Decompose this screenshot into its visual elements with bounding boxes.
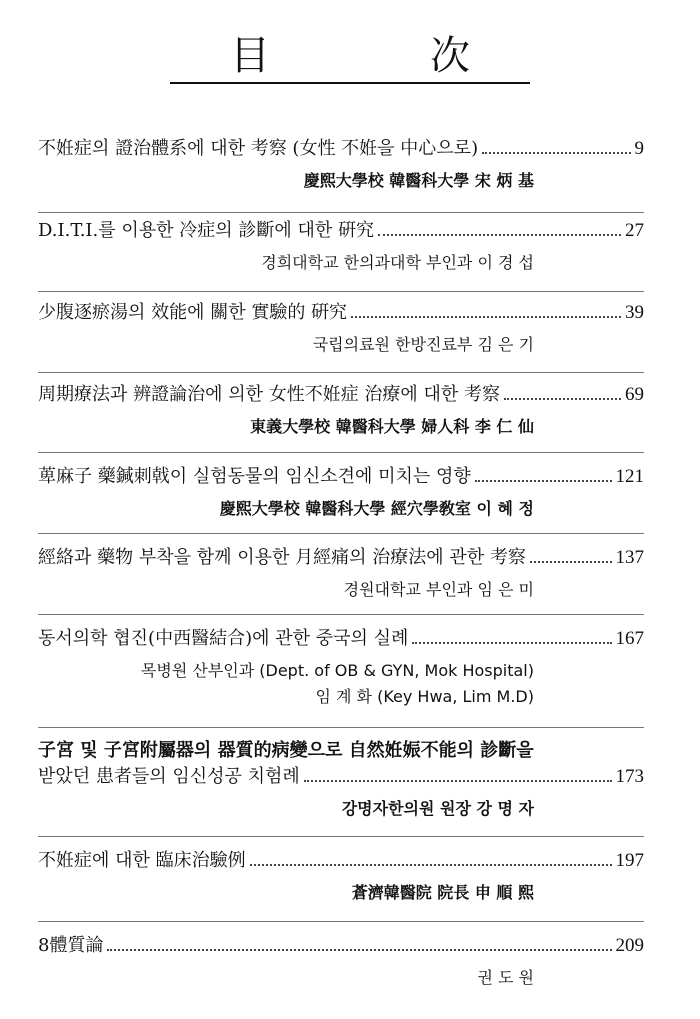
toc-entry[interactable]: [38, 738, 644, 822]
divider: [38, 291, 644, 292]
divider: [38, 727, 644, 728]
toc-entry[interactable]: [38, 545, 644, 603]
entry-author: 국립의료원 한방진료부 김 은 기: [312, 335, 534, 354]
entry-title: 少腹逐瘀湯의 效能에 關한 實驗的 硏究: [38, 302, 348, 323]
entry-title: 不姙症에 대한 臨床治驗例: [38, 850, 246, 871]
page-number: 137: [615, 547, 644, 568]
entry-title: 萆麻子 藥鍼刺戟이 실험동물의 임신소견에 미치는 영향: [38, 466, 471, 487]
dot-leader: [530, 561, 612, 563]
page-number: 121: [615, 466, 644, 487]
divider: [38, 533, 644, 534]
dot-leader: [107, 949, 611, 951]
page-number: 69: [625, 384, 644, 405]
toc-line: [38, 464, 644, 490]
dot-leader: [482, 152, 630, 154]
page-number: 27: [625, 220, 644, 241]
entry-title: 不姙症의 證治體系에 대한 考察 (女性 不姙을 中心으로): [38, 138, 479, 159]
entry-title: 동서의학 협진(中西醫結合)에 관한 중국의 실례: [38, 628, 409, 649]
dot-leader: [304, 780, 612, 782]
toc-entry[interactable]: [38, 464, 644, 522]
toc-line: [38, 136, 644, 162]
divider: [38, 452, 644, 453]
toc-line: [38, 545, 644, 571]
entry-title-continued: 받았던 患者들의 임신성공 치험례: [38, 766, 300, 787]
toc-entry[interactable]: [38, 218, 644, 276]
dot-leader: [504, 398, 621, 400]
toc-entry[interactable]: [38, 300, 644, 358]
divider: [38, 921, 644, 922]
toc-line: [38, 933, 644, 959]
entry-author: 慶熙大學校 韓醫科大學 經穴學敎室 이 혜 정: [219, 499, 534, 518]
dot-leader: [351, 316, 621, 318]
dot-leader: [250, 864, 612, 866]
dot-leader: [412, 642, 611, 644]
entry-author-extra: 임 계 화 (Key Hwa, Lim M.D): [315, 687, 534, 706]
entry-author: 강명자한의원 원장 강 명 자: [341, 799, 534, 818]
toc-line: [38, 218, 644, 244]
entry-title: D.I.T.I.를 이용한 冷症의 診斷에 대한 硏究: [38, 220, 374, 241]
divider: [38, 614, 644, 615]
toc-line: [38, 626, 644, 652]
page-number: 9: [634, 138, 644, 159]
entry-author: 목병원 산부인과 (Dept. of OB & GYN, Mok Hospital): [140, 661, 534, 680]
page-number: 173: [615, 766, 644, 787]
toc-line: [38, 382, 644, 408]
toc-entry[interactable]: [38, 136, 644, 194]
toc-line: [38, 300, 644, 326]
page-number: 197: [615, 850, 644, 871]
page-title: 目 次: [0, 30, 700, 84]
toc-line: [38, 848, 644, 874]
entry-author: 慶熙大學校 韓醫科大學 宋 炳 基: [303, 171, 534, 190]
entry-title: 子宮 및 子宮附屬器의 器質的病變으로 自然姙娠不能의 診斷을: [38, 740, 534, 761]
divider: [38, 836, 644, 837]
dot-leader: [378, 234, 621, 236]
toc-entry[interactable]: [38, 933, 644, 991]
entry-author: 경희대학교 한의과대학 부인과 이 경 섭: [261, 253, 534, 272]
page-number: 167: [615, 628, 644, 649]
dot-leader: [475, 480, 612, 482]
entry-author: 蒼濟韓醫院 院長 申 順 熙: [351, 883, 534, 902]
toc-entry[interactable]: [38, 626, 644, 710]
entry-title: 8體質論: [38, 935, 104, 956]
toc-line: [38, 764, 644, 790]
page-number: 209: [615, 935, 644, 956]
entry-author: 권 도 원: [477, 968, 534, 987]
divider: [38, 212, 644, 213]
entry-title: 周期療法과 辨證論治에 의한 女性不姙症 治療에 대한 考察: [38, 384, 501, 405]
toc-entry[interactable]: [38, 848, 644, 906]
divider: [38, 372, 644, 373]
entry-author: 경원대학교 부인과 임 은 미: [343, 580, 534, 599]
page-number: 39: [625, 302, 644, 323]
entry-title: 經絡과 藥物 부착을 함께 이용한 月經痛의 治療法에 관한 考察: [38, 547, 526, 568]
entry-author: 東義大學校 韓醫科大學 婦人科 李 仁 仙: [250, 417, 534, 436]
toc-entry[interactable]: [38, 382, 644, 440]
